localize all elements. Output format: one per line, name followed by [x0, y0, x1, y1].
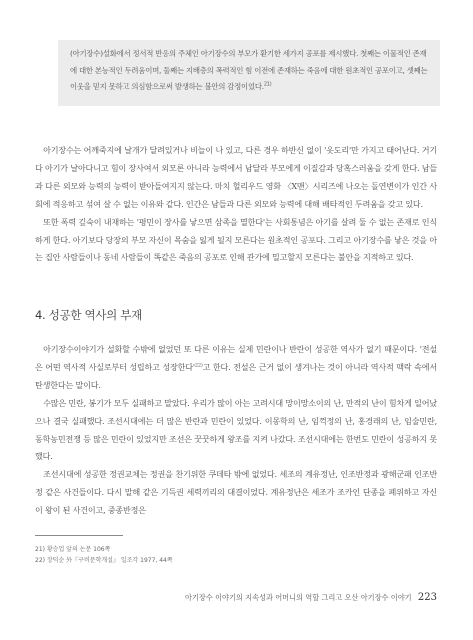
- body-paragraph: 아기장수는 어깨죽지에 날개가 달려있거나 비늘이 나 있고, 다른 경우 하반신 없이 '옷도리'만 가지고 태어난다. 거기다 아기가 날아다니고 힘이 장사여서 외모론 아니라 능력에서 남달라 부모에게 이질감과 당혹스러움을 갖게 한다. 남들과 다른 외모와 능력의 능력이 받아들여지지 않는다. 마치 헐리우드 영화 〈X맨〉시리즈에 나오는 돌연변이가 인간 사회에 적응하고 섞여 살 수 없는 이유와 같다. 인간은 남들과 다른 외모와 능력에 대해 배타적인 두려움을 갖고 있다.: [35, 145, 437, 209]
- paragraph-text: 아기장수이야기가 설화할 수밖에 없었던 또 다른 이유는 실제 민란이나 반란이 성공한 역사가 없기 때문이다. '전설은 어떤 역사적 사실로부터 성립하고 성장한다': [35, 344, 437, 372]
- paragraph-text-tail: 고 한다. 전설은 근거 없이 생겨나는 것이 아니라 역사적 맥락 속에서 탄생한다는 말이다.: [35, 361, 437, 390]
- footnotes: [35, 544, 173, 566]
- body-paragraph: 또한 폭력 깊숙이 내재하는 '평민이 장사를 낳으면 삼족을 멸한다'는 사회통념은 아기를 살려 둘 수 없는 존재로 인식하게 한다. 아기보다 당장의 부모 자신이 목숨을 잃게 될지 모른다는 원초적인 공포다. 그리고 아기장수를 낳은 것을 아는 집안 사람들이나 동네 사람들이 똑같은 죽음의 공포로 인해 관가에 밀고할지 모른다는 불안을 지적하고 있다.: [35, 216, 437, 263]
- section-heading: 4. 성공한 역사의 부재: [35, 308, 142, 322]
- body-text-section-2: [35, 341, 437, 520]
- quote-text: (아기장수)설화에서 정서적 반응의 주체인 아기장수의 부모가 환기한 세가지 공포를 제시했다. 첫째는 이물적인 존재에 대한 본능적인 두려움이며, 둘째는 지배층의 폭력적인 힘 이전에 존재하는 죽음에 대한 원초적인 공포이고, 셋째는 이웃을 믿지 못하고 의심함으로써 발생하는 불안의 감정이었다.: [70, 49, 428, 91]
- body-text-section-1: [35, 142, 437, 267]
- body-paragraph: 수많은 민란, 봉기가 모두 실패하고 말았다. 우리가 많이 아는 고려시대 망이망소이의 난, 만적의 난이 힘차게 일어났으나 결국 실패했다. 조선시대에는 더 많은 반란과 민란이 있었다. 이몽학의 난, 임꺽정의 난, 홍경래의 난, 임술민란, 동학농민전쟁 등 많은 민란이 있었지만 조선은 꿋꿋하게 왕조를 지켜 나갔다. 조선시대에는 한번도 민란이 성공하지 못했다.: [35, 397, 437, 462]
- footnote-item: 22) 장덕순 外『구비문학개설』 일조각 1977, 44쪽: [35, 557, 173, 564]
- running-title: 아기장수 이야기의 지속성과 어머니의 역할 그리고 오산 아기장수 이야기: [185, 593, 412, 602]
- quote-footnote-ref: 21): [263, 81, 272, 88]
- footnote-item: 21) 황승업 앞의 논문 106쪽: [35, 546, 111, 553]
- block-quote: [58, 40, 440, 106]
- body-paragraph: [35, 341, 437, 395]
- footnote-divider: [35, 535, 123, 536]
- body-paragraph: 조선시대에 성공한 정권교체는 정권을 찬기위한 쿠데타 밖에 없었다. 세조의 계유정난, 인조반정과 광해군패 인조반정 같은 사건들이다. 다시 말해 같은 기득권 세력끼리의 대결이었다. 계유정난은 세조가 조카인 단종을 폐위하고 자신이 왕이 된 사건이고, 중종반정은: [35, 469, 437, 516]
- footnote-ref: 22): [194, 362, 203, 369]
- page-number: 223: [417, 592, 437, 603]
- running-footer: [185, 592, 437, 603]
